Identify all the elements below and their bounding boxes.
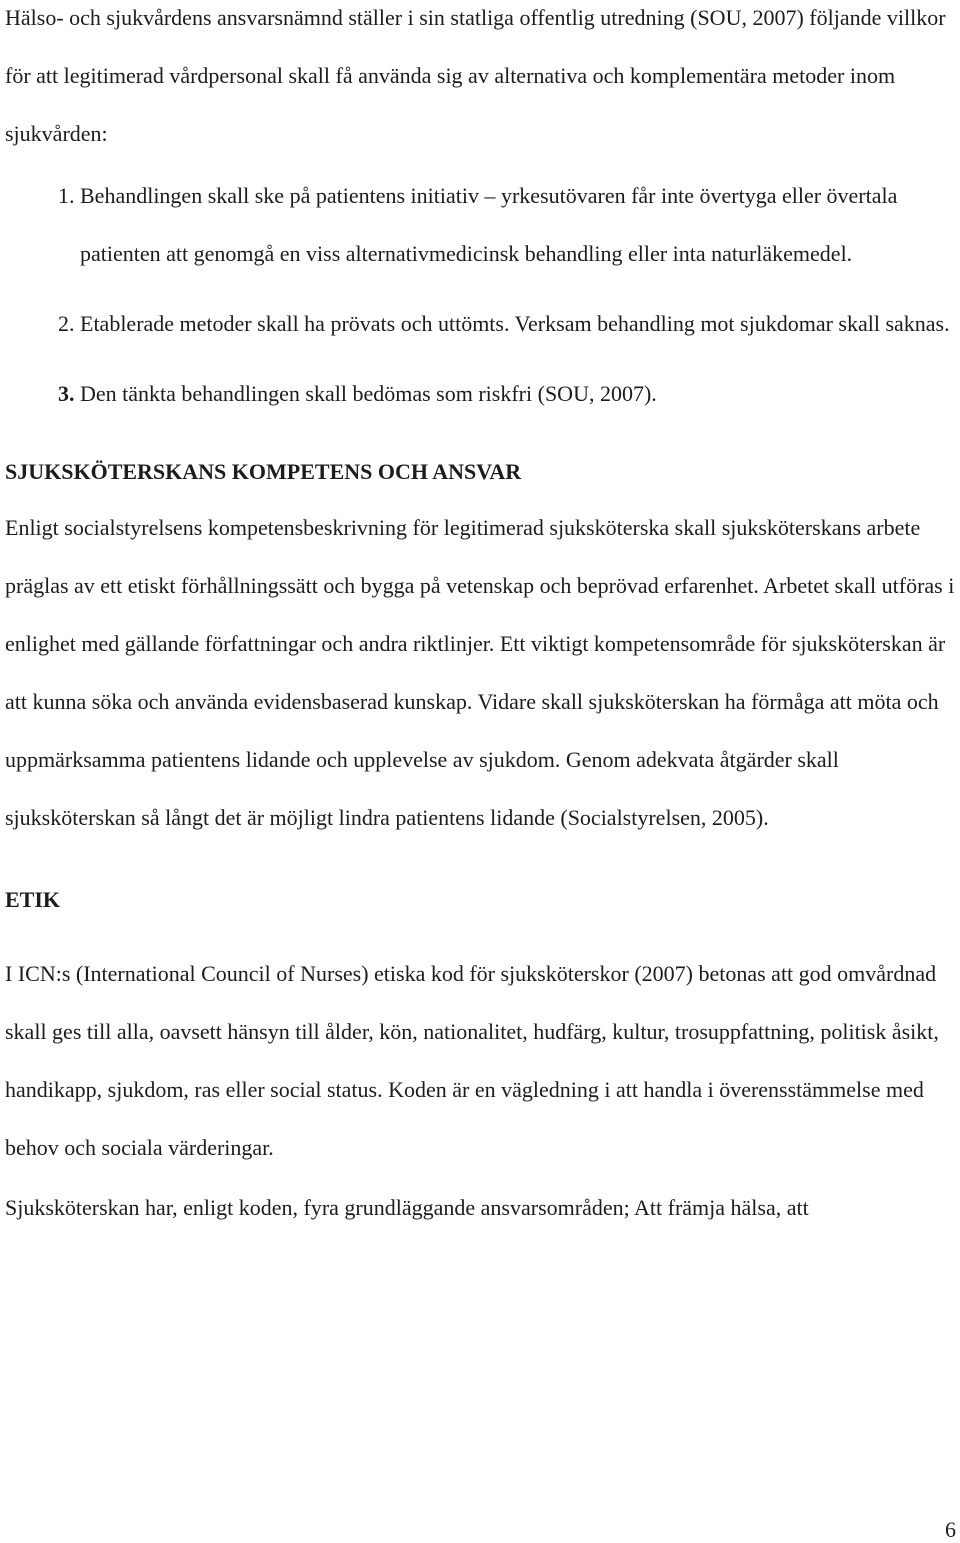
list-item xyxy=(5,167,957,283)
competence-paragraph: Enligt socialstyrelsens kompetensbeskrivning för legitimerad sjuksköterska skall sjuksköterskans arbete präglas av ett etiskt förhållningssätt och bygga på vetenskap och beprövad erfarenhet. Arbetet skall utföras i enlighet med gällande författningar och andra riktlinjer. Ett viktigt kompetensområde för sjuksköterskan är att kunna söka och använda evidensbaserad kunskap. Vidare skall sjuksköterskan ha förmåga att möta och uppmärksamma patientens lidande och upplevelse av sjukdom. Genom adekvata åtgärder skall sjuksköterskan så långt det är möjligt lindra patientens lidande (Socialstyrelsen, 2005). xyxy=(5,515,955,830)
section-heading-ethics: ETIK xyxy=(5,887,61,912)
ethics-paragraph-1: I ICN:s (International Council of Nurses) etiska kod för sjuksköterskor (2007) betonas att god omvårdnad skall ges till alla, oavsett hänsyn till ålder, kön, nationalitet, hudfärg, kultur, trosuppfattning, politisk åsikt, handikapp, sjukdom, ras eller social status. Koden är en vägledning i att handla i överensstämmelse med behov och sociala värderingar. xyxy=(5,961,939,1160)
conditions-list xyxy=(5,167,957,423)
list-item-number: 2. xyxy=(58,311,75,336)
list-item-text: Etablerade metoder skall ha prövats och uttömts. Verksam behandling mot sjukdomar skall saknas. xyxy=(80,311,950,336)
list-item-text: Behandlingen skall ske på patientens initiativ – yrkesutövaren får inte övertyga eller övertala patienten att genomgå en viss alternativmedicinsk behandling eller inta naturläkemedel. xyxy=(80,183,898,266)
list-item-number: 1. xyxy=(58,183,75,208)
document-page xyxy=(5,0,957,1237)
page-number: 6 xyxy=(945,1517,956,1542)
list-item xyxy=(5,365,957,423)
ethics-paragraph-2: Sjuksköterskan har, enligt koden, fyra grundläggande ansvarsområden; Att främja hälsa, att xyxy=(5,1195,809,1220)
list-item-text: Den tänkta behandlingen skall bedömas som riskfri (SOU, 2007). xyxy=(80,381,657,406)
list-item-number: 3. xyxy=(58,381,75,406)
intro-paragraph: Hälso- och sjukvårdens ansvarsnämnd ställer i sin statliga offentlig utredning (SOU, 2007) följande villkor för att legitimerad vårdpersonal skall få använda sig av alternativa och komplementära metoder inom sjukvården: xyxy=(5,5,946,146)
list-item xyxy=(5,295,957,353)
section-heading-competence: SJUKSKÖTERSKANS KOMPETENS OCH ANSVAR xyxy=(5,459,522,484)
